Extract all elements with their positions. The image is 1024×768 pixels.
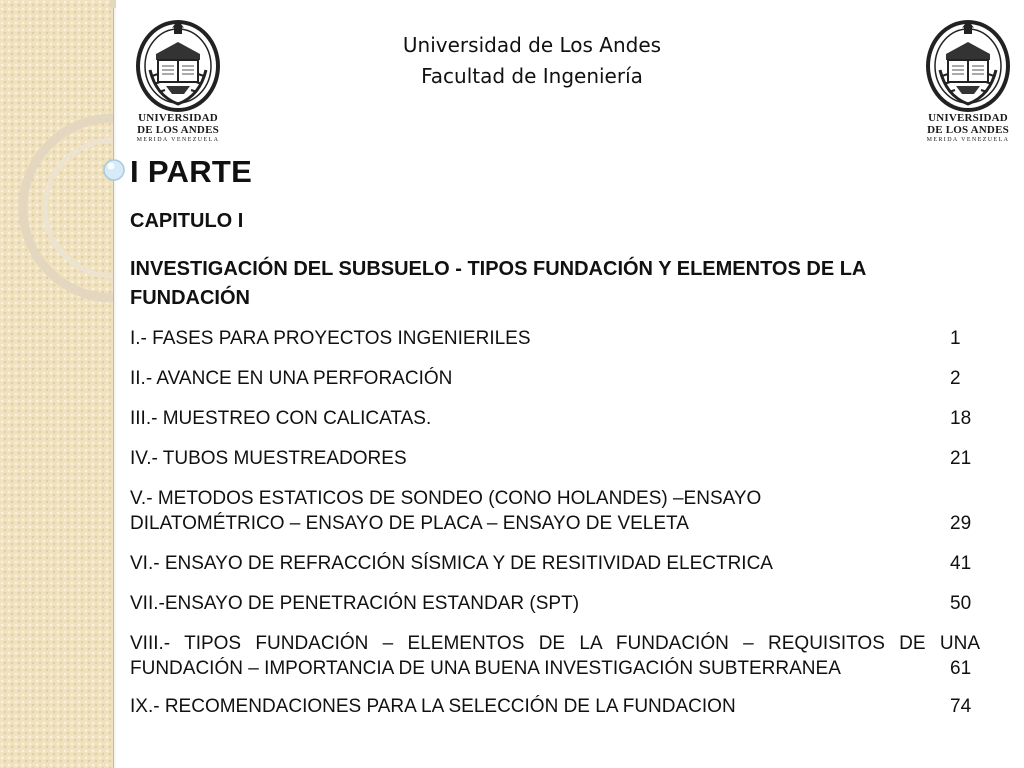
logo-name-line2: DE LOS ANDES [927, 124, 1009, 136]
toc-item [130, 591, 980, 616]
toc-item [130, 694, 980, 719]
faculty-name: Facultad de Ingeniería [421, 64, 643, 88]
toc-item-page: 18 [950, 408, 972, 429]
toc-item-text: VI.- ENSAYO DE REFRACCIÓN SÍSMICA Y DE RESITIVIDAD ELECTRICA [130, 553, 773, 574]
logo-name-line1: UNIVERSIDAD [928, 112, 1008, 124]
university-logo-left [132, 14, 224, 148]
decorative-side-band [0, 0, 114, 768]
toc-item [130, 486, 980, 536]
toc-item-page: 50 [950, 593, 972, 614]
university-seal-icon [132, 14, 224, 112]
toc-item [130, 406, 980, 431]
toc-item-page: 21 [950, 448, 972, 469]
toc-item-page: 61 [950, 658, 972, 679]
logo-name-line1: UNIVERSIDAD [138, 112, 218, 124]
toc-item-page: 1 [950, 328, 961, 349]
toc-item-text: IX.- RECOMENDACIONES PARA LA SELECCIÓN DE LA FUNDACION [130, 696, 736, 717]
toc-item [130, 366, 980, 391]
logo-location: MERIDA VENEZUELA [136, 137, 220, 143]
toc-item [130, 326, 980, 351]
toc-item-text: VII.-ENSAYO DE PENETRACIÓN ESTANDAR (SPT) [130, 593, 580, 614]
toc-item-text: II.- AVANCE EN UNA PERFORACIÓN [130, 368, 453, 389]
toc-item-text: IV.- TUBOS MUESTREADORES [130, 448, 407, 469]
toc-item [130, 551, 980, 576]
toc-item-text: III.- MUESTREO CON CALICATAS. [130, 408, 432, 429]
toc-item-text: VIII.- TIPOS FUNDACIÓN – ELEMENTOS DE LA FUNDACIÓN – REQUISITOS DE UNA FUNDACIÓN – IMPORTANCIA DE UNA BUENA INVESTIGACIÓN SUBTERRANEA [130, 633, 980, 679]
university-seal-icon [922, 14, 1014, 112]
part-title: I PARTE [130, 154, 253, 189]
university-logo-right [922, 14, 1014, 148]
toc-item [130, 446, 980, 471]
toc-item-text: V.- METODOS ESTATICOS DE SONDEO (CONO HOLANDES) –ENSAYO DILATOMÉTRICO – ENSAYO DE PLACA – ENSAYO DE VELETA [130, 488, 762, 534]
toc-item [130, 631, 980, 681]
logo-name-line2: DE LOS ANDES [137, 124, 219, 136]
chapter-title: CAPITULO I [130, 210, 244, 232]
toc-item-page: 29 [950, 513, 972, 534]
chapter-subtitle: INVESTIGACIÓN DEL SUBSUELO - TIPOS FUNDACIÓN Y ELEMENTOS DE LA FUNDACIÓN [130, 258, 866, 309]
table-of-contents [130, 326, 980, 734]
toc-item-page: 41 [950, 553, 972, 574]
institution-header [300, 30, 764, 92]
toc-item-text: I.- FASES PARA PROYECTOS INGENIERILES [130, 328, 531, 349]
toc-item-page: 2 [950, 368, 961, 389]
university-name: Universidad de Los Andes [402, 33, 662, 57]
toc-item-page: 74 [950, 696, 972, 717]
logo-location: MERIDA VENEZUELA [926, 137, 1010, 143]
